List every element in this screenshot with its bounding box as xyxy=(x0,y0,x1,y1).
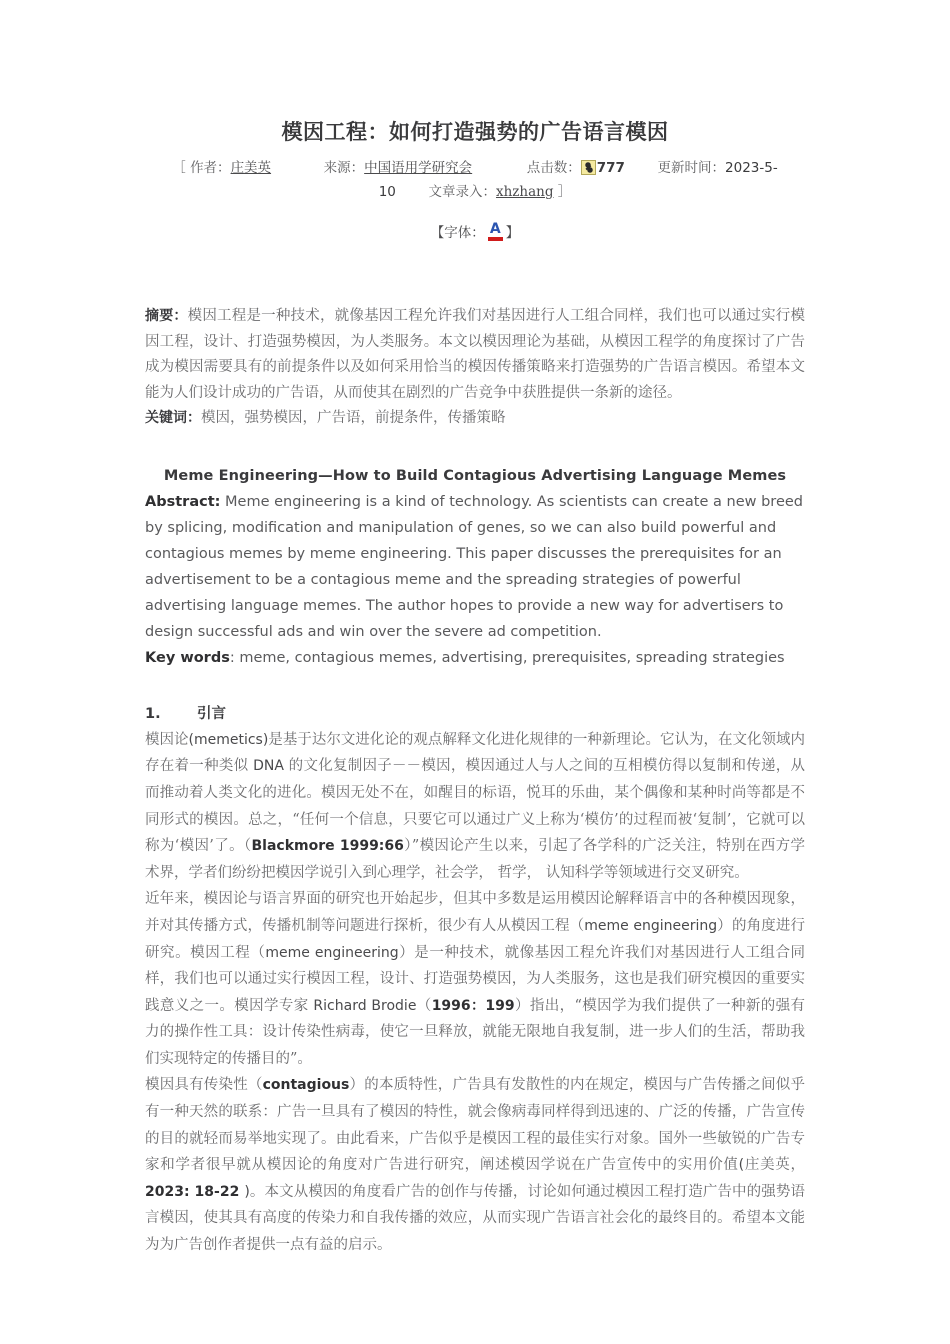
body-text-run: （ xyxy=(416,997,432,1014)
english-abstract-text: Meme engineering is a kind of technology. As scientists can create a new breed by splicing, modification and manipulation of genes, so we can also build powerful and contagious memes by meme engineering. This paper discusses the prerequisites for an advertisement to be a contagious meme and the spreading strategies of powerful advertising language memes. The author hopes to provide a new way for advertisers to design successful ads and win over the severe ad competition. xyxy=(145,493,803,640)
author-label: 作者： xyxy=(190,160,231,177)
source-label: 来源： xyxy=(323,160,365,177)
updated-value-part2: 10 xyxy=(378,184,396,201)
body-text-run: 1996：199 xyxy=(431,997,515,1014)
body-text-run: Blackmore 1999:66 xyxy=(251,838,404,855)
english-keywords-paragraph xyxy=(145,645,805,671)
section-1-title: 引言 xyxy=(197,705,226,722)
chinese-abstract-block xyxy=(145,304,805,432)
body-text-run: 的文化复制因子－－模因，模因通过人与人之间的互相模仿得以复制和传递，从而推动着人类文化的进化。模因无处不在，如醒目的标语，悦耳的乐曲，某个偶像和某种时尚等都是不同形式的模因。总之，“任何一个信息，只要它可以通过广义上称为‘模仿’的过程而被‘复制’，它就可以称为‘模因’了。（ xyxy=(145,758,806,855)
chinese-abstract-paragraph xyxy=(145,304,805,406)
body-text-run: (memetics) xyxy=(188,731,269,748)
fontsize-bracket-open: 【 xyxy=(430,225,445,242)
body-text-run: meme engineering xyxy=(584,917,718,934)
broken-image-icon xyxy=(581,160,596,175)
hits-value: 777 xyxy=(596,160,625,177)
body-text-run: 2023: 18-22 xyxy=(145,1183,245,1200)
body-text-run: ( xyxy=(738,1157,745,1174)
font-size-A-glyph: A xyxy=(489,221,501,238)
english-keywords-text: : meme, contagious memes, advertising, prerequisites, spreading strategies xyxy=(229,649,785,666)
font-size-underline-bar xyxy=(488,237,503,241)
section-1-heading xyxy=(145,702,805,723)
chinese-abstract-label: 摘要： xyxy=(145,308,188,325)
updated-value-part1: 2023-5- xyxy=(725,160,778,177)
article-meta xyxy=(145,156,805,204)
updated-label: 更新时间： xyxy=(657,160,726,177)
body-text-run: 是基于达尔文进化论的观点解释文化进化规律的一种新理论。它认为，在文化领域内存在着一种类似 xyxy=(145,731,805,775)
english-abstract-block xyxy=(145,463,805,671)
body-text-run: ）指出，“模因学为我们提供了一种新的强有力的操作性工具：设计传染性病毒，使它一旦释放，就能无限地自我复制，进一步人们的生活，帮助我们实现特定的传播目的”。 xyxy=(145,997,805,1067)
body-paragraph xyxy=(145,727,805,887)
body-text-run: 庄美英， xyxy=(744,1157,806,1174)
body-paragraph xyxy=(145,886,805,1072)
english-abstract-paragraph xyxy=(145,489,805,645)
english-keywords-label: Key words xyxy=(145,649,230,666)
entered-label: 文章录入： xyxy=(428,184,496,201)
entered-value-link[interactable]: xhzhang xyxy=(495,184,554,201)
body-text-run: ）”模因论产生以来，引起了各学科的广泛关注，特别在西方学术界，学者们纷纷把模因学说引入到心理学，社会学， 哲学， 认知科学等领域进行交叉研究。 xyxy=(145,838,805,881)
section-1-number: 1. xyxy=(145,705,161,722)
body-text-run: meme engineering xyxy=(265,944,399,961)
meta-bracket-open: ［ xyxy=(172,160,186,177)
body-text-run: 模因论 xyxy=(145,731,189,748)
body-text-run: DNA xyxy=(248,758,289,775)
body-text-run: ）是一种技术，就像基因工程允许我们对基因进行人工组合同样，我们也可以通过实行模因工程，设计、打造强势模因，为人类服务，这也是我们研究模因的重要实践意义之一。模因学专家 xyxy=(145,944,806,1014)
font-size-control xyxy=(145,221,805,241)
meta-bracket-close: ］ xyxy=(557,184,572,201)
body-paragraph xyxy=(145,1072,805,1258)
chinese-keywords-text: 模因，强势模因，广告语，前提条件，传播策略 xyxy=(201,410,506,427)
body-text-run: 。本文从模因的角度看广告的创作与传播，讨论如何通过模因工程打造广告中的强势语言模因，使其具有高度的传染力和自我传播的效应，从而实现广告语言社会化的最终目的。希望本文能为为广告创作者提供一点有益的启示。 xyxy=(145,1183,805,1254)
chinese-keywords-paragraph xyxy=(145,406,805,432)
fontsize-bracket-close: 】 xyxy=(505,225,520,242)
body-text-run: ）的角度进行研究。模因工程（ xyxy=(145,917,806,961)
body-text-run: ）的本质特性，广告具有发散性的内在规定，模因与广告传播之间似乎有一种天然的联系：广告一旦具有了模因的特性，就会像病毒同样得到迅速的、广泛的传播，广告宣传的目的就轻而易举地实现了。由此看来，广告似乎是模因工程的最佳实行对象。国外一些敏锐的广告专家和学者很早就从模因论的角度对广告进行研究，阐述模因学说在广告宣传中的实用价值 xyxy=(145,1077,806,1174)
english-title: Meme Engineering—How to Build Contagious Advertising Language Memes xyxy=(163,467,787,484)
body-text-run: 近年来，模因论与语言界面的研究也开始起步，但其中多数是运用模因论解释语言中的各种模因现象，并对其传播方式，传播机制等问题进行探析，很少有人从模因工程（ xyxy=(145,891,805,934)
document-content xyxy=(145,0,805,1259)
body-text-run: 模因具有传染性（ xyxy=(145,1077,263,1094)
fontsize-label: 字体： xyxy=(444,225,485,242)
page-title: 模因工程：如何打造强势的广告语言模因 xyxy=(281,119,669,144)
chinese-keywords-label: 关键词： xyxy=(145,410,201,427)
english-abstract-label: Abstract: xyxy=(145,493,221,510)
font-size-A-icon[interactable] xyxy=(487,221,504,241)
chinese-abstract-text: 模因工程是一种技术，就像基因工程允许我们对基因进行人工组合同样，我们也可以通过实行模因工程，设计、打造强势模因，为人类服务。本文以模因理论为基础，从模因工程学的角度探讨了广告成为模因需要具有的前提条件以及如何采用恰当的模因传播策略来打造强势的广告语言模因。希望本文能为人们设计成功的广告语，从而使其在剧烈的广告竞争中获胜提供一条新的途径。 xyxy=(145,308,806,401)
section-1-body xyxy=(145,727,805,1259)
body-text-run: Richard Brodie xyxy=(308,997,417,1014)
hits-label: 点击数： xyxy=(526,160,581,177)
author-value-link[interactable]: 庄美英 xyxy=(230,160,272,177)
body-text-run: contagious xyxy=(262,1077,350,1094)
body-text-run: ) xyxy=(244,1183,250,1200)
source-value-link[interactable]: 中国语用学研究会 xyxy=(364,160,473,177)
